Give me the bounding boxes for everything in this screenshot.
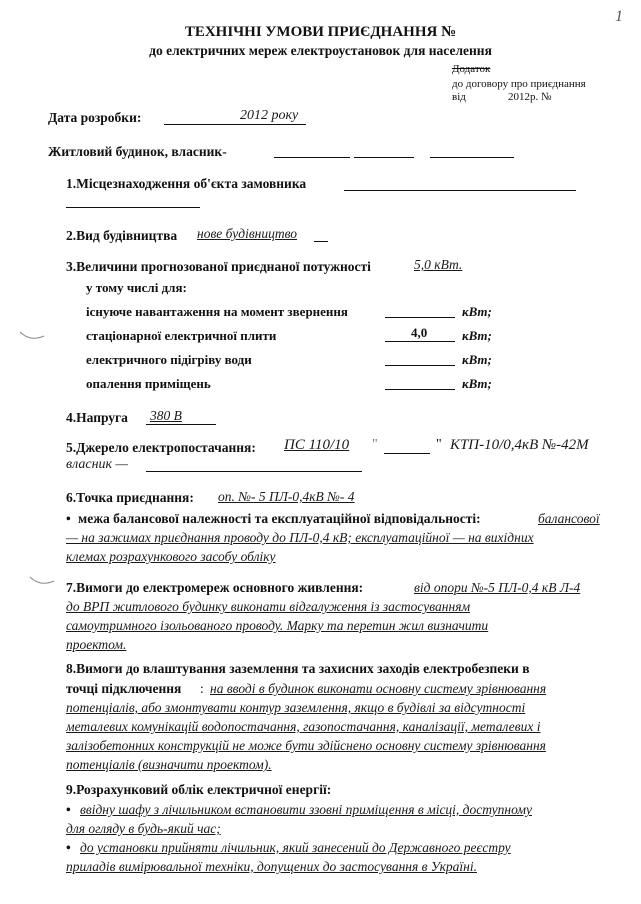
- section-6-value: оп. №- 5 ПЛ-0,4кВ №- 4: [218, 489, 355, 504]
- section-9-label: 9.Розрахунковий облік електричної енергії:: [66, 782, 332, 797]
- load-row-value-stove: 4,0: [411, 325, 428, 340]
- section-8-label-1: 8.Вимоги до влаштування заземлення та захисних заходів електробезпеки в: [66, 661, 530, 676]
- section-5-tp: КТП-10/0,4кВ №-42М: [450, 437, 589, 453]
- margin-mark-1: [18, 330, 48, 344]
- load-row-unit-heating: кВт;: [462, 376, 492, 391]
- section-5-owner: власник —: [66, 457, 129, 472]
- section-7-text-1: від опори №-5 ПЛ-0,4 кВ Л-4: [414, 580, 581, 595]
- section-8-text-2: потенціалів, або змонтувати контур заземлення, якщо в будівлі за відсутності: [66, 700, 526, 715]
- section-7-label: 7.Вимоги до електромереж основного живлення:: [66, 580, 364, 595]
- appendix-contract-number: 2012р. №: [508, 91, 552, 103]
- section-6-boundary-text-2: — на зажимах приєднання проводу до ПЛ-0,4 кВ; експлуатаційної — на вихідних: [66, 530, 534, 545]
- load-row-label-water: електричного підігріву води: [86, 352, 252, 367]
- owner-field-line-3: [430, 157, 514, 158]
- section-1-label: 1.Місцезнаходження об'єкта замовника: [66, 176, 307, 191]
- section-5-quote-close: ": [436, 437, 442, 452]
- section-5-quote-open: ": [372, 437, 378, 452]
- dev-date-field-line: [164, 124, 306, 125]
- section-5-label: 5.Джерело електропостачання:: [66, 440, 256, 455]
- load-row-label-existing: існуюче навантаження на момент звернення: [86, 304, 348, 319]
- section-9-item-2-line-1: до установки прийняти лічильник, який занесений до Державного реєстру: [80, 840, 511, 855]
- dev-date-value: 2012 року: [240, 108, 299, 123]
- section-6-boundary-label: межа балансової належності та експлуатаційної відповідальності:: [78, 511, 481, 526]
- section-9-bullet-1: •: [66, 802, 71, 817]
- page-number: 1: [615, 8, 623, 25]
- section-4-field-line: [146, 424, 216, 425]
- section-8-text-4: залізобетонних конструкцій не може бути здійснено основну систему зрівнювання: [66, 738, 546, 753]
- appendix-date-prefix: від: [452, 91, 466, 103]
- dev-date-label: Дата розробки:: [48, 110, 142, 125]
- load-row-unit-existing: кВт;: [462, 304, 492, 319]
- section-7-text-3: самоутримного ізольованого проводу. Марку та перетин жил визначити: [66, 618, 489, 633]
- section-7-text-4: проектом.: [66, 637, 127, 652]
- section-3-including: у тому числі для:: [86, 280, 187, 295]
- section-9-item-1-line-2: для огляду в будь-який час;: [66, 821, 221, 836]
- section-6-bullet: •: [66, 511, 71, 526]
- section-3-value: 5,0 кВт.: [414, 257, 463, 272]
- load-row-unit-water: кВт;: [462, 352, 492, 367]
- section-8-text-3: металевих комунікацій водопостачання, газопостачання, каналізації, металевих і: [66, 719, 541, 734]
- load-row-line-water: [385, 365, 455, 366]
- document-subtitle: до електричних мереж електроустановок для населення: [149, 43, 492, 58]
- section-3-label: 3.Величини прогнозованої приєднаної потужності: [66, 259, 371, 274]
- building-owner-label: Житловий будинок, власник-: [48, 144, 227, 159]
- document-title: ТЕХНІЧНІ УМОВИ ПРИЄДНАННЯ №: [184, 24, 457, 40]
- section-8-text-1: на вводі в будинок виконати основну систему зрівнювання: [210, 681, 547, 696]
- section-4-label: 4.Напруга: [66, 410, 128, 425]
- section-5-substation-name-line: [384, 453, 430, 454]
- owner-field-line-1: [274, 157, 350, 158]
- section-5-source: ПС 110/10: [284, 437, 350, 453]
- section-2-value: нове будівництво: [197, 226, 298, 241]
- section-7-text-2: до ВРП житлового будинку виконати відгалуження із застосуванням: [66, 599, 471, 614]
- appendix-line-1: до договору про приєднання: [452, 78, 586, 90]
- load-row-line-stove: [385, 341, 455, 342]
- section-2-field-tail: [314, 241, 328, 242]
- section-4-value: 380 В: [150, 408, 182, 423]
- load-row-label-heating: опалення приміщень: [86, 376, 211, 391]
- section-1-field-line: [344, 190, 576, 191]
- owner-field-line-2: [354, 157, 414, 158]
- section-6-boundary-text-1: балансової: [538, 511, 600, 526]
- section-8-text-5: потенціалів (визначити проектом).: [66, 757, 272, 772]
- section-5-owner-line: [146, 471, 362, 472]
- section-6-label: 6.Точка приєднання:: [66, 490, 194, 505]
- section-8-label-2: точці підключення: [66, 681, 182, 696]
- load-row-label-stove: стаціонарної електричної плити: [86, 328, 277, 343]
- load-row-line-heating: [385, 389, 455, 390]
- section-9-item-1-line-1: ввідну шафу з лічильником встановити ззовні приміщення в місці, доступному: [80, 802, 532, 817]
- section-1-field-line-2: [66, 207, 200, 208]
- document-page: 1 ТЕХНІЧНІ УМОВИ ПРИЄДНАННЯ № до електричних мереж електроустановок для населення Додаток до договору про приєднання від 2012р. № Дата розробки: 2012 року Житловий будинок, власник- 1.Місцезнаходження об'єкта замовника 2.Вид будівництва нове будівництво 3.Величини прогнозованої приєднаної потужності 5,0 кВт. у тому числі для: існуюче навантаження на момент звернення кВт; стаціонарної електричної плити 4,0 кВт; електричного підігріву води кВт; опалення приміщень кВт; 4.Напруга 380 В 5.Джерело електропостачання: ПС 110/10 " " КТП-10/0,4кВ №-42М власник — 6.Точка приєднання: оп. №- 5 ПЛ-0,4кВ №- 4 • межа балансової належності та експлуатаційної відповідальності: балансової — на зажимах приєднання проводу до ПЛ-0,4 кВ; експлуатаційної — на вихідних клемах розрахункового засобу обліку 7.Вимоги до електромереж основного живлення: від опори №-5 ПЛ-0,4 кВ Л-4 до ВРП житлового будинку виконати відгалуження із застосуванням самоутримного ізольованого проводу. Марку та перетин жил визначити проектом. 8.Вимоги до влаштування заземлення та захисних заходів електробезпеки в точці підключення : на вводі в будинок виконати основну систему зрівнювання потенціалів, або змонтувати контур заземлення, якщо в будівлі за відсутності металевих комунікацій водопостачання, газопостачання, каналізації, металевих і залізобетонних конструкцій не може бути здійснено основну систему зрівнювання потенціалів (визначити проектом). 9.Розрахунковий облік електричної енергії: • ввідну шафу з лічильником встановити ззовні приміщення в місці, доступному для огляду в будь-який час; • до установки прийняти лічильник, який занесений до Державного реєстру приладів вимірювальної техніки, допущених до застосування в Україні.: [0, 0, 641, 904]
- section-2-label: 2.Вид будівництва: [66, 228, 178, 243]
- section-9-bullet-2: •: [66, 840, 71, 855]
- load-row-line-existing: [385, 317, 455, 318]
- appendix-label: Додаток: [452, 63, 491, 75]
- margin-mark-2: [28, 575, 58, 589]
- section-6-boundary-text-3: клемах розрахункового засобу обліку: [66, 549, 276, 564]
- load-row-unit-stove: кВт;: [462, 328, 492, 343]
- section-9-item-2-line-2: приладів вимірювальної техніки, допущених до застосування в Україні.: [66, 859, 477, 874]
